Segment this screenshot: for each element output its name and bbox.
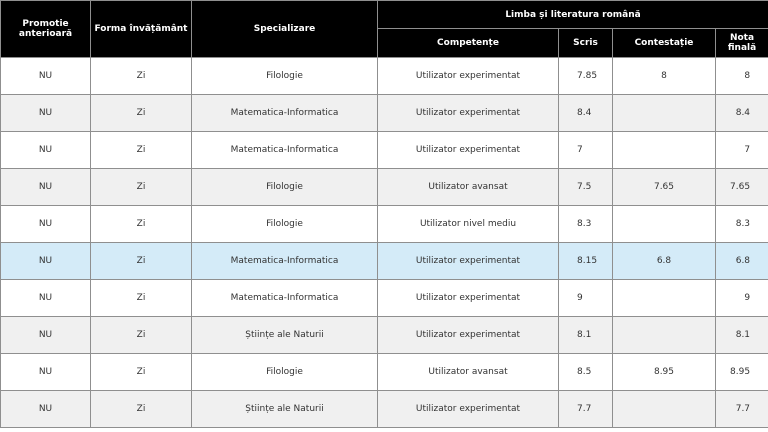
cell-competente: Utilizator avansat: [378, 354, 559, 391]
cell-forma: Zi: [91, 280, 192, 317]
cell-specializare: Filologie: [192, 354, 378, 391]
cell-nota-finala: 8.3: [716, 206, 768, 243]
cell-competente: Utilizator experimentat: [378, 391, 559, 428]
table-row[interactable]: [1, 95, 768, 132]
cell-scris: 8.4: [559, 95, 613, 132]
cell-contestatie: 7.65: [613, 169, 716, 206]
cell-contestatie: [613, 95, 716, 132]
cell-specializare: Matematica-Informatica: [192, 243, 378, 280]
cell-forma: Zi: [91, 132, 192, 169]
table-row[interactable]: [1, 317, 768, 354]
cell-scris: 8.5: [559, 354, 613, 391]
cell-contestatie: [613, 317, 716, 354]
cell-contestatie: 8.95: [613, 354, 716, 391]
cell-nota-finala: 7: [716, 132, 768, 169]
header-competente[interactable]: Competențe: [378, 29, 559, 58]
cell-nota-finala: 8.1: [716, 317, 768, 354]
cell-promotie: NU: [1, 391, 91, 428]
cell-competente: Utilizator experimentat: [378, 58, 559, 95]
header-promotie[interactable]: Promotie anterioară: [1, 1, 91, 58]
cell-contestatie: [613, 391, 716, 428]
cell-scris: 7.85: [559, 58, 613, 95]
cell-specializare: Matematica-Informatica: [192, 280, 378, 317]
cell-nota-finala: 8.95: [716, 354, 768, 391]
table-row[interactable]: [1, 280, 768, 317]
table-row[interactable]: [1, 206, 768, 243]
cell-nota-finala: 7.65: [716, 169, 768, 206]
header-limba: Limba și literatura română: [378, 1, 768, 29]
cell-forma: Zi: [91, 169, 192, 206]
table-row[interactable]: [1, 354, 768, 391]
table-header: [1, 1, 768, 58]
table-row-highlighted[interactable]: [1, 243, 768, 280]
cell-contestatie: 8: [613, 58, 716, 95]
cell-scris: 7.7: [559, 391, 613, 428]
cell-specializare: Științe ale Naturii: [192, 391, 378, 428]
cell-specializare: Filologie: [192, 206, 378, 243]
cell-promotie: NU: [1, 169, 91, 206]
cell-forma: Zi: [91, 58, 192, 95]
cell-scris: 9: [559, 280, 613, 317]
cell-scris: 8.1: [559, 317, 613, 354]
cell-competente: Utilizator experimentat: [378, 132, 559, 169]
cell-specializare: Matematica-Informatica: [192, 132, 378, 169]
cell-nota-finala: 8: [716, 58, 768, 95]
cell-scris: 7: [559, 132, 613, 169]
cell-nota-finala: 6.8: [716, 243, 768, 280]
table-row[interactable]: [1, 169, 768, 206]
cell-promotie: NU: [1, 58, 91, 95]
cell-contestatie: 6.8: [613, 243, 716, 280]
header-specializare[interactable]: Specializare: [192, 1, 378, 58]
table-body: [1, 58, 768, 428]
cell-promotie: NU: [1, 280, 91, 317]
cell-promotie: NU: [1, 132, 91, 169]
cell-forma: Zi: [91, 243, 192, 280]
cell-forma: Zi: [91, 391, 192, 428]
header-nota-finala[interactable]: Nota finală: [716, 29, 768, 58]
cell-promotie: NU: [1, 354, 91, 391]
cell-specializare: Filologie: [192, 169, 378, 206]
cell-forma: Zi: [91, 317, 192, 354]
table-row[interactable]: [1, 132, 768, 169]
cell-scris: 8.15: [559, 243, 613, 280]
cell-nota-finala: 7.7: [716, 391, 768, 428]
cell-promotie: NU: [1, 206, 91, 243]
cell-competente: Utilizator experimentat: [378, 317, 559, 354]
cell-nota-finala: 9: [716, 280, 768, 317]
cell-forma: Zi: [91, 95, 192, 132]
cell-scris: 8.3: [559, 206, 613, 243]
cell-promotie: NU: [1, 317, 91, 354]
cell-forma: Zi: [91, 206, 192, 243]
cell-contestatie: [613, 132, 716, 169]
table-row[interactable]: [1, 391, 768, 428]
cell-competente: Utilizator experimentat: [378, 280, 559, 317]
cell-specializare: Științe ale Naturii: [192, 317, 378, 354]
cell-competente: Utilizator nivel mediu: [378, 206, 559, 243]
cell-promotie: NU: [1, 95, 91, 132]
cell-competente: Utilizator experimentat: [378, 95, 559, 132]
header-forma[interactable]: Forma învățământ: [91, 1, 192, 58]
cell-competente: Utilizator experimentat: [378, 243, 559, 280]
header-scris[interactable]: Scris: [559, 29, 613, 58]
cell-specializare: Filologie: [192, 58, 378, 95]
cell-contestatie: [613, 280, 716, 317]
cell-contestatie: [613, 206, 716, 243]
cell-specializare: Matematica-Informatica: [192, 95, 378, 132]
cell-promotie: NU: [1, 243, 91, 280]
cell-scris: 7.5: [559, 169, 613, 206]
cell-nota-finala: 8.4: [716, 95, 768, 132]
cell-competente: Utilizator avansat: [378, 169, 559, 206]
table-row[interactable]: [1, 58, 768, 95]
header-contestatie[interactable]: Contestație: [613, 29, 716, 58]
cell-forma: Zi: [91, 354, 192, 391]
